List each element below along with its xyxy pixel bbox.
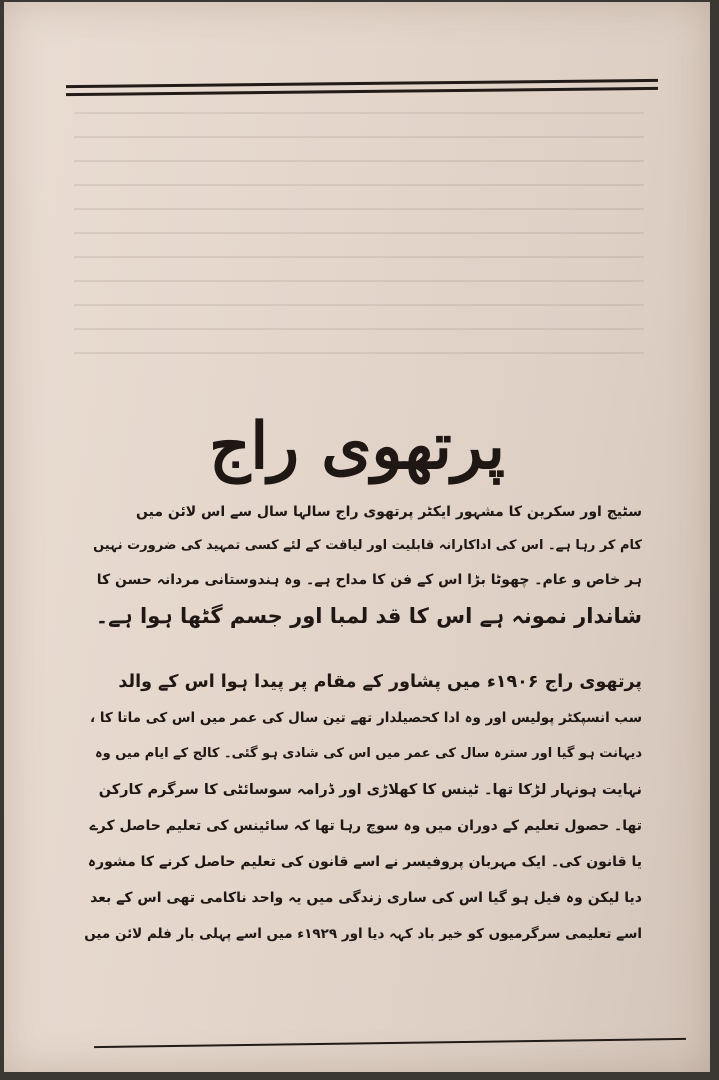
top-double-rule-upper — [66, 79, 658, 88]
page-title: پرتھوی راج — [209, 409, 505, 484]
bleed-through-text — [74, 112, 644, 392]
top-double-rule-lower — [66, 87, 658, 96]
bottom-rule — [94, 1038, 686, 1048]
book-page: پرتھوی راج سٹیج اور سکرین کا مشہور ایکٹر پرتھوی راج سالہا سال سے اس لائن میں کام کر رہا ہے۔ اس کی اداکارانہ قابلیت اور لیاقت کے لئے کسی تمہید کی ضرورت نہیں ہر خاص و عام۔ چھوٹا بڑا اس کے فن کا مداح ہے۔ وہ ہندوستانی مردانہ حسن کا شاندار نمونہ ہے اس کا قد لمبا اور جسم گٹھا ہوا ہے۔ پرتھوی راج ۱۹۰۶ء میں پشاور کے مقام پر پیدا ہوا اس کے والد سب انسپکٹر پولیس اور وہ ادا کحصیلدار تھے تین سال کی عمر میں اس کی ماتا کا ، دیہانت ہو گیا اور سترہ سال کی عمر میں اس کی شادی ہو گئی۔ کالج کے ایام میں وہ نہایت ہونہار لڑکا تھا۔ ٹینس کا کھلاڑی اور ڈرامہ سوسائٹی کا سرگرم کارکن تھا۔ حصول تعلیم کے دوران میں وہ سوچ رہا تھا کہ سائینس کی تعلیم حاصل کرے یا قانون کی۔ ایک مہربان پروفیسر نے اسے قانون کی تعلیم حاصل کرنے کا مشورہ دیا لیکن وہ فیل ہو گیا اس کی ساری زندگی میں یہ واحد ناکامی تھی اس کے بعد اسے تعلیمی سرگرمیوں کو خیر باد کہہ دیا اور ۱۹۲۹ء میں اسے پہلی بار فلم لائن میں — [4, 2, 710, 1072]
